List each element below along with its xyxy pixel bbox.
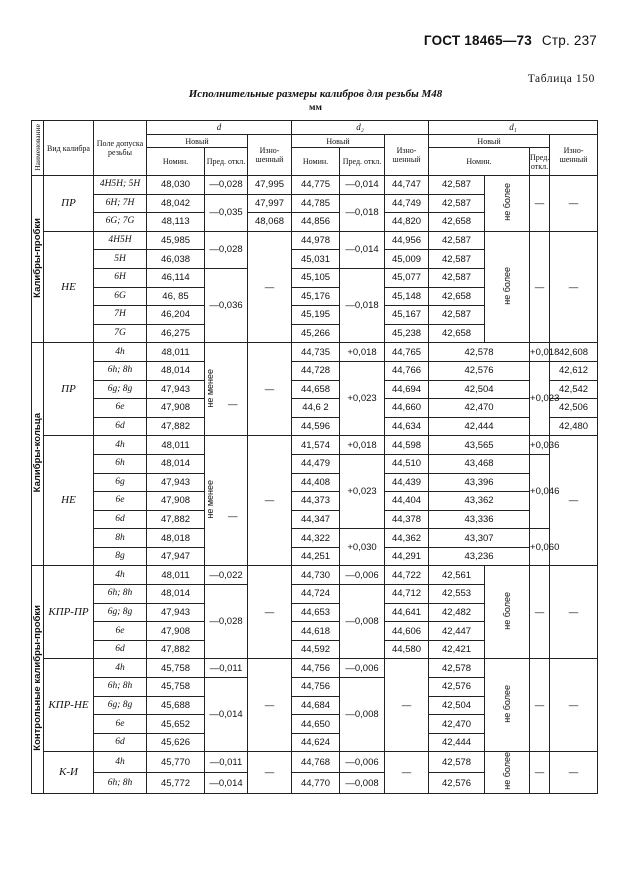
table-cell: —0,014 bbox=[340, 231, 385, 268]
tolerance-field: 4h bbox=[94, 436, 147, 455]
table-cell bbox=[485, 566, 530, 659]
table-cell: — bbox=[550, 231, 598, 343]
table-cell: 43,362 bbox=[429, 492, 530, 511]
group-name: Калибры-пробки bbox=[32, 217, 43, 298]
table-cell: — bbox=[530, 231, 550, 343]
table-cell: 44,634 bbox=[385, 417, 429, 436]
table-cell: +0,036 bbox=[530, 436, 550, 455]
table-cell: —0,022 bbox=[205, 566, 248, 585]
table-cell: 44,658 bbox=[292, 380, 340, 399]
table-cell: — bbox=[385, 659, 429, 752]
table-cell: 45,105 bbox=[292, 268, 340, 287]
table-cell: 42,470 bbox=[429, 399, 530, 418]
table-cell: 43,236 bbox=[429, 547, 530, 566]
col-d1: d₁ bbox=[429, 121, 598, 135]
limit-note: не менее bbox=[205, 480, 215, 519]
table-cell: —0,036 bbox=[205, 268, 248, 342]
table-cell: —0,006 bbox=[340, 752, 385, 773]
unit-label: мм bbox=[309, 103, 322, 113]
table-cell: 43,396 bbox=[429, 473, 530, 492]
table-cell: +0,018 bbox=[340, 436, 385, 455]
table-cell: 44,650 bbox=[292, 715, 340, 734]
table-cell: 44,820 bbox=[385, 213, 429, 232]
table-cell: —0,028 bbox=[205, 231, 248, 268]
table-cell: 46,114 bbox=[147, 268, 205, 287]
table-cell: +0,023 bbox=[340, 454, 385, 528]
tolerance-field: 5H bbox=[94, 250, 147, 269]
table-cell: 45,626 bbox=[147, 733, 205, 752]
col-d: d bbox=[147, 121, 292, 135]
table-cell: 47,943 bbox=[147, 603, 205, 622]
table-cell: 44,765 bbox=[385, 343, 429, 362]
table-cell bbox=[485, 752, 530, 794]
table-row bbox=[32, 752, 598, 773]
table-cell: 44,747 bbox=[385, 176, 429, 195]
col-name: Наименование bbox=[32, 121, 44, 176]
table-cell: 44,6 2 bbox=[292, 399, 340, 418]
table-cell: —0,028 bbox=[205, 585, 248, 659]
table-cell: —0,014 bbox=[205, 773, 248, 794]
table-cell: 42,504 bbox=[429, 696, 485, 715]
table-cell: 42,470 bbox=[429, 715, 485, 734]
table-cell: 47,997 bbox=[248, 194, 292, 213]
table-cell: 48,068 bbox=[248, 213, 292, 232]
table-cell: 42,444 bbox=[429, 417, 530, 436]
table-cell: 48,011 bbox=[147, 436, 205, 455]
table-cell: 44,291 bbox=[385, 547, 429, 566]
table-cell: 44,618 bbox=[292, 622, 340, 641]
limit-note: не более bbox=[501, 685, 512, 723]
tolerance-field: 4h bbox=[94, 659, 147, 678]
table-row bbox=[32, 659, 598, 678]
table-row bbox=[32, 436, 598, 455]
tolerance-field: 6d bbox=[94, 510, 147, 529]
tolerance-field: 6g; 8g bbox=[94, 696, 147, 715]
table-cell: +0,060 bbox=[530, 529, 550, 566]
table-cell: 45,176 bbox=[292, 287, 340, 306]
table-cell: +0,023 bbox=[340, 361, 385, 435]
group-cell bbox=[32, 176, 44, 343]
table-cell: —0,008 bbox=[340, 678, 385, 752]
table-cell: 45,985 bbox=[147, 231, 205, 250]
limit-note: не более bbox=[501, 266, 512, 305]
table-cell: 44,596 bbox=[292, 417, 340, 436]
table-cell: 45,758 bbox=[147, 678, 205, 697]
table-cell: 44,439 bbox=[385, 473, 429, 492]
tolerance-field: 6e bbox=[94, 399, 147, 418]
tolerance-field: 6h; 8h bbox=[94, 585, 147, 604]
col-d-dev: Пред. откл. bbox=[205, 148, 248, 176]
col-d2-nom: Номин. bbox=[292, 148, 340, 176]
table-cell: 42,421 bbox=[429, 640, 485, 659]
tolerance-field: 6G; 7G bbox=[94, 213, 147, 232]
table-cell: 44,580 bbox=[385, 640, 429, 659]
table-cell: 44,735 bbox=[292, 343, 340, 362]
table-cell: 46,204 bbox=[147, 306, 205, 325]
col-d2: d₂ bbox=[292, 121, 429, 135]
table-row bbox=[32, 399, 598, 418]
table-row bbox=[32, 510, 598, 529]
table-cell: 42,553 bbox=[429, 585, 485, 604]
table-cell: — bbox=[248, 659, 292, 752]
table-cell: — bbox=[550, 436, 598, 566]
table-cell: 42,447 bbox=[429, 622, 485, 641]
table-cell: 47,947 bbox=[147, 547, 205, 566]
tolerance-field: 6h bbox=[94, 454, 147, 473]
table-cell: — bbox=[530, 566, 550, 659]
table-cell: 47,943 bbox=[147, 380, 205, 399]
table-cell: 47,882 bbox=[147, 510, 205, 529]
table-number: Таблица 150 bbox=[527, 73, 595, 85]
col-d-nom: Номин. bbox=[147, 148, 205, 176]
table-row bbox=[32, 231, 598, 250]
tolerance-field: 6h; 8h bbox=[94, 773, 147, 794]
tolerance-field: 4h bbox=[94, 752, 147, 773]
table-cell: —0,008 bbox=[340, 773, 385, 794]
group-name: Калибры-кольца bbox=[32, 413, 43, 493]
col-d2-new: Новый bbox=[292, 135, 385, 148]
col-d1-dev: Пред. откл. bbox=[530, 148, 550, 176]
table-cell: 42,608 bbox=[550, 343, 598, 362]
table-cell: +0,018 bbox=[340, 343, 385, 362]
table-cell: 42,542 bbox=[550, 380, 598, 399]
table-cell: 42,576 bbox=[429, 678, 485, 697]
table-cell: — bbox=[530, 659, 550, 752]
table-cell: 47,908 bbox=[147, 492, 205, 511]
table-cell: 45,009 bbox=[385, 250, 429, 269]
tolerance-field: 6g bbox=[94, 473, 147, 492]
table-cell: 44,251 bbox=[292, 547, 340, 566]
table-cell: 46,038 bbox=[147, 250, 205, 269]
table-cell bbox=[205, 436, 248, 566]
table-cell: 48,011 bbox=[147, 343, 205, 362]
table-row bbox=[32, 361, 598, 380]
table-cell: 44,694 bbox=[385, 380, 429, 399]
table-cell: 44,978 bbox=[292, 231, 340, 250]
table-cell: 44,347 bbox=[292, 510, 340, 529]
table-row bbox=[32, 454, 598, 473]
tolerance-field: 6d bbox=[94, 640, 147, 659]
table-cell: — bbox=[530, 752, 550, 794]
table-row bbox=[32, 529, 598, 548]
table-cell: —0,028 bbox=[205, 176, 248, 195]
table-cell: 48,014 bbox=[147, 361, 205, 380]
table-cell: +0,023 bbox=[530, 361, 550, 435]
table-cell: 42,506 bbox=[550, 399, 598, 418]
table-cell: —0,011 bbox=[205, 659, 248, 678]
table-cell: 45,195 bbox=[292, 306, 340, 325]
limit-note: не более bbox=[501, 752, 512, 791]
tolerance-field: 6G bbox=[94, 287, 147, 306]
group-name: Контрольные калибры-пробки bbox=[32, 605, 43, 752]
limit-note: не более bbox=[501, 592, 512, 630]
table-cell: 48,042 bbox=[147, 194, 205, 213]
table-cell: 42,576 bbox=[429, 773, 485, 794]
table-cell: 45,031 bbox=[292, 250, 340, 269]
table-cell: 44,730 bbox=[292, 566, 340, 585]
table-row bbox=[32, 492, 598, 511]
tolerance-field: 6H; 7H bbox=[94, 194, 147, 213]
table-cell: 44,724 bbox=[292, 585, 340, 604]
table-cell: 44,510 bbox=[385, 454, 429, 473]
table-cell: 48,113 bbox=[147, 213, 205, 232]
table-cell: 42,444 bbox=[429, 733, 485, 752]
table-cell: — bbox=[248, 343, 292, 436]
tolerance-field: 6d bbox=[94, 417, 147, 436]
table-cell: 44,785 bbox=[292, 194, 340, 213]
table-cell: 44,775 bbox=[292, 176, 340, 195]
col-d1-new: Новый bbox=[429, 135, 550, 148]
table-cell: 44,770 bbox=[292, 773, 340, 794]
table-cell: 45,238 bbox=[385, 324, 429, 343]
gauge-kind: К-И bbox=[44, 752, 94, 794]
page-number: Стр. 237 bbox=[541, 33, 597, 48]
table-cell: 42,658 bbox=[429, 213, 485, 232]
table-cell: 45,770 bbox=[147, 752, 205, 773]
table-cell: — bbox=[248, 752, 292, 794]
table-row bbox=[32, 343, 598, 362]
table-cell: 42,658 bbox=[429, 287, 485, 306]
table-cell: 47,882 bbox=[147, 417, 205, 436]
group-cell bbox=[32, 343, 44, 566]
table-row bbox=[32, 473, 598, 492]
table-cell: — bbox=[248, 436, 292, 566]
table-cell: +0,018 bbox=[530, 343, 550, 362]
table-cell bbox=[485, 176, 530, 232]
table-cell: 44,956 bbox=[385, 231, 429, 250]
table-cell: 42,612 bbox=[550, 361, 598, 380]
tolerance-field: 7H bbox=[94, 306, 147, 325]
gauge-kind: КПР-ПР bbox=[44, 566, 94, 659]
table-cell: — bbox=[248, 566, 292, 659]
table-cell: 43,565 bbox=[429, 436, 530, 455]
table-cell: 44,322 bbox=[292, 529, 340, 548]
table-cell: 44,684 bbox=[292, 696, 340, 715]
table-cell: 42,578 bbox=[429, 659, 485, 678]
table-cell: 42,482 bbox=[429, 603, 485, 622]
table-cell: —0,014 bbox=[205, 678, 248, 752]
table-cell: 43,307 bbox=[429, 529, 530, 548]
table-cell: 42,561 bbox=[429, 566, 485, 585]
tolerance-field: 4h bbox=[94, 343, 147, 362]
table-cell: 44,362 bbox=[385, 529, 429, 548]
table-cell: 42,578 bbox=[429, 343, 530, 362]
col-d1-nom: Номин. bbox=[429, 148, 530, 176]
table-cell: 48,011 bbox=[147, 566, 205, 585]
table-cell: 44,856 bbox=[292, 213, 340, 232]
table-row bbox=[32, 176, 598, 195]
table-cell: 46,275 bbox=[147, 324, 205, 343]
table-cell: 42,587 bbox=[429, 268, 485, 287]
standard-number: ГОСТ 18465—73 bbox=[423, 33, 532, 48]
table-cell: —0,006 bbox=[340, 566, 385, 585]
table-cell: 44,641 bbox=[385, 603, 429, 622]
table-cell: 44,660 bbox=[385, 399, 429, 418]
table-cell: 41,574 bbox=[292, 436, 340, 455]
dash: — bbox=[228, 399, 238, 411]
tolerance-field: 6h; 8h bbox=[94, 361, 147, 380]
table-cell: 42,578 bbox=[429, 752, 485, 773]
tolerance-field: 6h; 8h bbox=[94, 678, 147, 697]
tolerance-field: 7G bbox=[94, 324, 147, 343]
table-cell: —0,006 bbox=[340, 659, 385, 678]
tolerance-field: 6e bbox=[94, 492, 147, 511]
table-cell: —0,018 bbox=[340, 194, 385, 231]
table-cell: 42,587 bbox=[429, 231, 485, 250]
table-cell: 42,504 bbox=[429, 380, 530, 399]
table-cell: 45,652 bbox=[147, 715, 205, 734]
tolerance-field: 4h bbox=[94, 566, 147, 585]
table-cell: 44,479 bbox=[292, 454, 340, 473]
table-cell: 44,408 bbox=[292, 473, 340, 492]
table-row bbox=[32, 566, 598, 585]
col-tol: Поле допуска резьбы bbox=[94, 121, 147, 176]
table-cell: —0,014 bbox=[340, 176, 385, 195]
table-cell: 44,756 bbox=[292, 659, 340, 678]
tolerance-field: 8g bbox=[94, 547, 147, 566]
group-cell bbox=[32, 566, 44, 794]
table-cell: 44,404 bbox=[385, 492, 429, 511]
table-cell: 42,480 bbox=[550, 417, 598, 436]
table-cell: 45,266 bbox=[292, 324, 340, 343]
tolerance-field: 6H bbox=[94, 268, 147, 287]
gauge-kind: НЕ bbox=[44, 231, 94, 343]
table-cell: — bbox=[550, 659, 598, 752]
table-cell: — bbox=[248, 231, 292, 343]
table-cell: 47,908 bbox=[147, 622, 205, 641]
table-row bbox=[32, 380, 598, 399]
table-cell: 44,624 bbox=[292, 733, 340, 752]
table-cell: 44,756 bbox=[292, 678, 340, 697]
table-cell bbox=[485, 231, 530, 343]
table-cell: 45,758 bbox=[147, 659, 205, 678]
table-cell: 42,587 bbox=[429, 250, 485, 269]
tolerance-field: 6e bbox=[94, 622, 147, 641]
table-cell bbox=[485, 659, 530, 752]
tolerance-field: 4H5H bbox=[94, 231, 147, 250]
table-cell: — bbox=[550, 176, 598, 232]
limit-note: не менее bbox=[205, 368, 215, 408]
table-cell: 47,995 bbox=[248, 176, 292, 195]
table-cell: 43,336 bbox=[429, 510, 530, 529]
table-cell: 48,018 bbox=[147, 529, 205, 548]
gauge-kind: НЕ bbox=[44, 436, 94, 566]
table-cell: 47,943 bbox=[147, 473, 205, 492]
table-cell: 46, 85 bbox=[147, 287, 205, 306]
gauge-kind: ПР bbox=[44, 343, 94, 436]
table-cell: 44,749 bbox=[385, 194, 429, 213]
table-cell: 44,722 bbox=[385, 566, 429, 585]
table-cell: 42,658 bbox=[429, 324, 485, 343]
tolerance-field: 6e bbox=[94, 715, 147, 734]
table-cell: 48,014 bbox=[147, 585, 205, 604]
table-cell: 48,014 bbox=[147, 454, 205, 473]
col-d2-worn: Изно- шенный bbox=[385, 135, 429, 176]
col-d-worn: Изно- шенный bbox=[248, 135, 292, 176]
table-cell: 45,148 bbox=[385, 287, 429, 306]
table-cell: 44,373 bbox=[292, 492, 340, 511]
table-cell: —0,035 bbox=[205, 194, 248, 231]
table-cell: —0,018 bbox=[340, 268, 385, 342]
page-header bbox=[424, 33, 597, 48]
table-cell: 42,576 bbox=[429, 361, 530, 380]
col-d2-dev: Пред. откл. bbox=[340, 148, 385, 176]
col-d1-worn: Изно- шенный bbox=[550, 135, 598, 176]
table-cell: 45,167 bbox=[385, 306, 429, 325]
table-title: Исполнительные размеры калибров для резьбы М48 bbox=[188, 88, 443, 100]
table-cell: 44,728 bbox=[292, 361, 340, 380]
table-cell: — bbox=[550, 566, 598, 659]
table-cell: +0,046 bbox=[530, 454, 550, 528]
col-kind: Вид калибра bbox=[44, 121, 94, 176]
tolerance-field: 6g; 8g bbox=[94, 380, 147, 399]
table-cell: 44,598 bbox=[385, 436, 429, 455]
gauge-table bbox=[31, 120, 598, 794]
table-cell: +0,030 bbox=[340, 529, 385, 566]
table-cell: 45,688 bbox=[147, 696, 205, 715]
gauge-kind: ПР bbox=[44, 176, 94, 232]
table-cell: —0,008 bbox=[340, 585, 385, 659]
table-cell: 42,587 bbox=[429, 194, 485, 213]
table-cell: — bbox=[385, 752, 429, 794]
table-cell bbox=[205, 343, 248, 436]
tolerance-field: 6g; 8g bbox=[94, 603, 147, 622]
table-cell: 42,587 bbox=[429, 176, 485, 195]
table-cell: 44,766 bbox=[385, 361, 429, 380]
table-cell: 44,653 bbox=[292, 603, 340, 622]
tolerance-field: 6d bbox=[94, 733, 147, 752]
table-body bbox=[32, 176, 598, 794]
gauge-kind: КПР-НЕ bbox=[44, 659, 94, 752]
dash: — bbox=[228, 510, 238, 522]
table-cell: 47,882 bbox=[147, 640, 205, 659]
table-cell: 44,712 bbox=[385, 585, 429, 604]
table-cell: —0,011 bbox=[205, 752, 248, 773]
tolerance-field: 8h bbox=[94, 529, 147, 548]
limit-note: не более bbox=[501, 183, 512, 221]
tolerance-field: 4H5H; 5H bbox=[94, 176, 147, 195]
table-row bbox=[32, 417, 598, 436]
table-cell: 44,592 bbox=[292, 640, 340, 659]
table-cell: 44,378 bbox=[385, 510, 429, 529]
table-cell: 44,606 bbox=[385, 622, 429, 641]
table-cell: 43,468 bbox=[429, 454, 530, 473]
table-cell: 42,587 bbox=[429, 306, 485, 325]
table-cell: 47,908 bbox=[147, 399, 205, 418]
table-cell: 48,030 bbox=[147, 176, 205, 195]
table-cell: — bbox=[550, 752, 598, 794]
table-cell: 44,768 bbox=[292, 752, 340, 773]
table-cell: 45,077 bbox=[385, 268, 429, 287]
table-cell: — bbox=[530, 176, 550, 232]
col-d-new: Новый bbox=[147, 135, 248, 148]
table-row bbox=[32, 547, 598, 566]
table-cell: 45,772 bbox=[147, 773, 205, 794]
